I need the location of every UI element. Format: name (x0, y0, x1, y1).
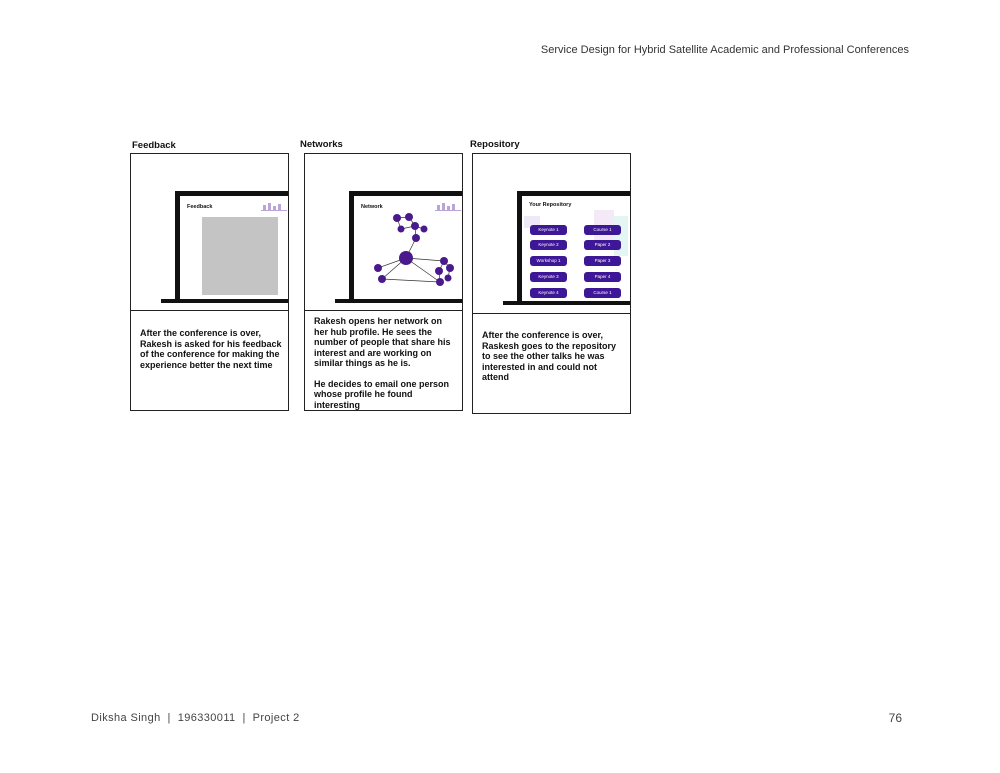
scene-repository (473, 154, 630, 314)
storyboard-panel-feedback (130, 153, 289, 411)
repository-item-button[interactable]: Paper 2 (584, 240, 621, 250)
repository-item-button[interactable]: Keynote 1 (530, 225, 567, 235)
repository-item-button[interactable]: Keynote 3 (530, 272, 567, 282)
laptop-base (335, 299, 462, 303)
repository-item-button[interactable]: Course 1 (584, 225, 621, 235)
scene-networks (305, 154, 462, 311)
background-shape (614, 216, 628, 256)
laptop-screen (349, 191, 462, 299)
caption-text: He decides to email one person whose profile he found interesting (314, 378, 450, 410)
laptop-screen (517, 191, 630, 301)
repository-item-button[interactable]: Keynote 2 (530, 240, 567, 250)
storyboard-panel-networks (304, 153, 463, 411)
screen-title: Feedback (187, 204, 213, 210)
panel-label-feedback: Feedback (132, 140, 176, 151)
document-header-title: Service Design for Hybrid Satellite Academic and Professional Conferences (540, 44, 909, 56)
laptop-display (180, 196, 288, 299)
caption-repository (482, 330, 624, 383)
repository-item-button[interactable]: Course 1 (584, 288, 621, 298)
repository-item-button[interactable]: Workshop 1 (530, 256, 567, 266)
network-graph (354, 196, 462, 299)
caption-networks (314, 316, 456, 410)
screen-title: Your Repository (529, 202, 572, 208)
laptop-display (522, 196, 630, 301)
caption-feedback (140, 328, 282, 370)
repository-item-button[interactable]: Keynote 4 (530, 288, 567, 298)
scene-feedback (131, 154, 288, 311)
caption-text: After the conference is over, Raskesh goes to the repository to see the other talks he was interested in and could not attend (482, 330, 617, 382)
storyboard-panel-repository (472, 153, 631, 414)
laptop-base (161, 299, 288, 303)
caption-text: Rakesh opens her network on her hub profile. He sees the number of people that share his interest and are working on similar things as he is. (314, 316, 451, 368)
laptop-base (503, 301, 630, 305)
laptop-display (354, 196, 462, 299)
conference-logo-icon (261, 202, 287, 212)
screen-title: Network (361, 204, 383, 210)
feedback-form-placeholder (202, 217, 278, 295)
footer-author: Diksha Singh | 196330011 | Project 2 (91, 712, 300, 724)
repository-item-button[interactable]: Paper 4 (584, 272, 621, 282)
panel-label-repository: Repository (470, 139, 520, 150)
laptop-screen (175, 191, 288, 299)
repository-item-button[interactable]: Paper 3 (584, 256, 621, 266)
page-number: 76 (888, 711, 902, 725)
caption-text: After the conference is over, Rakesh is asked for his feedback of the conference for making the experience better the next time (140, 328, 282, 370)
panel-label-networks: Networks (300, 139, 343, 150)
